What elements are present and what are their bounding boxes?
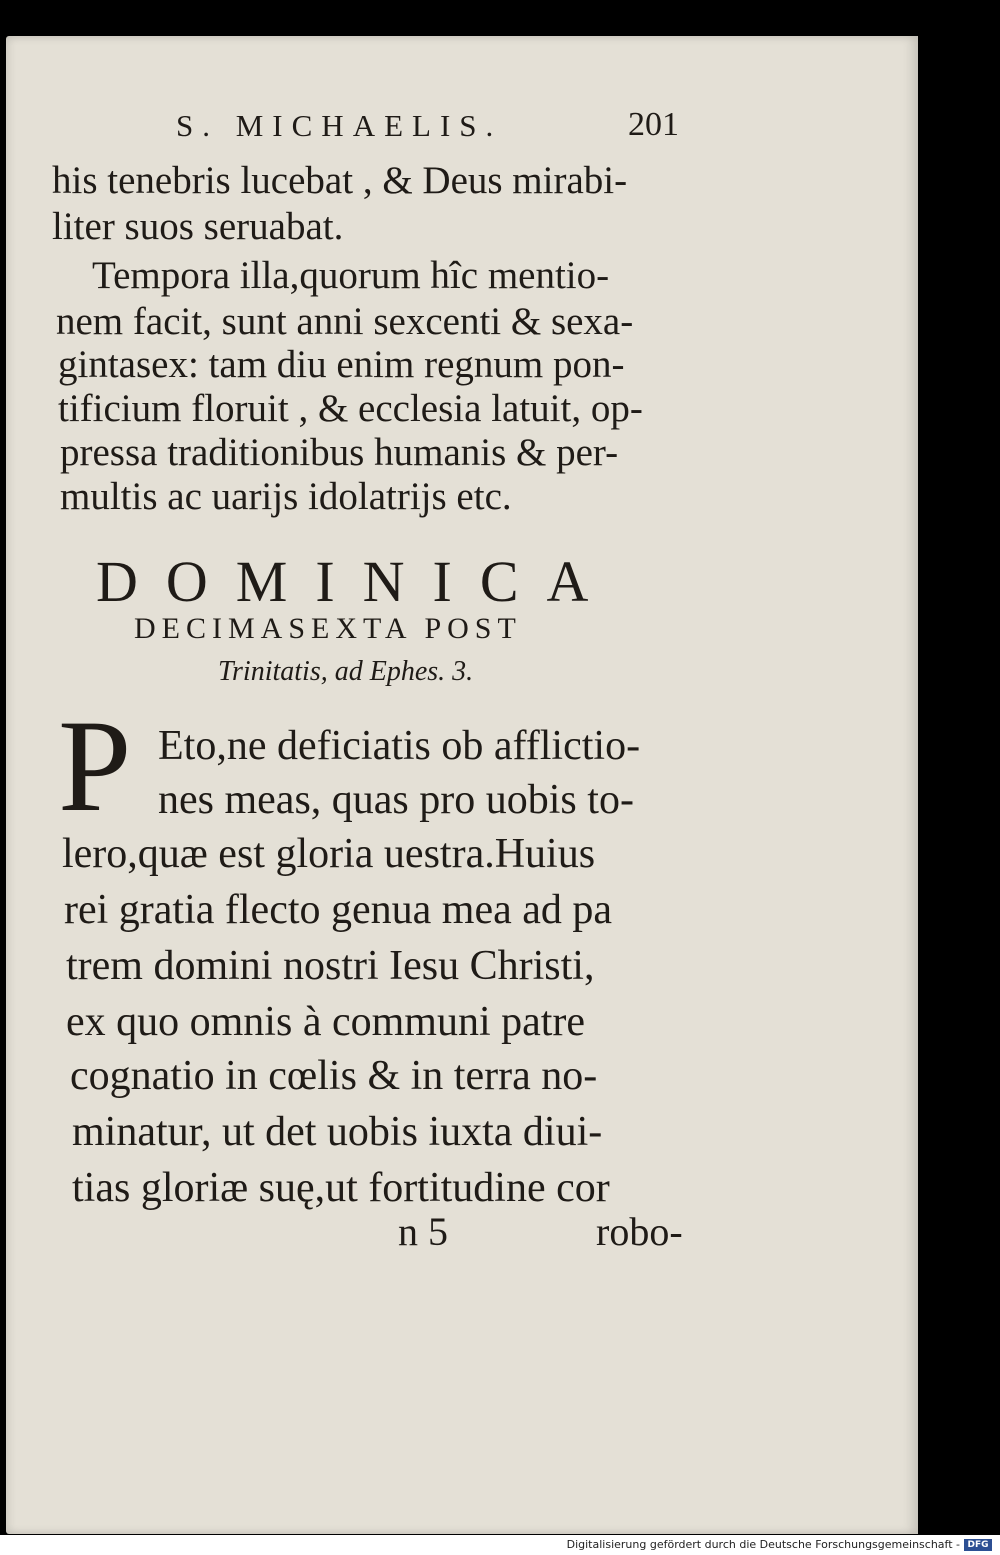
body-line: tificium floruit , & ecclesia latuit, op-: [58, 387, 643, 430]
section-heading-main: DOMINICA: [96, 549, 617, 614]
dfg-logo-icon: DFG: [964, 1539, 992, 1551]
epistle-line: minatur, ut det uobis iuxta diui-: [72, 1109, 603, 1155]
body-line: nem facit, sunt anni sexcenti & sexa-: [56, 300, 634, 343]
signature-mark: n 5: [398, 1209, 448, 1254]
epistle-line: ex quo omnis à communi patre: [66, 999, 586, 1045]
catchword: robo-: [596, 1209, 683, 1254]
body-line: pressa traditionibus humanis & per-: [60, 431, 619, 474]
epistle-line: nes meas, quas pro uobis to-: [158, 777, 634, 823]
epistle-line: cognatio in cœlis & in terra no-: [70, 1053, 598, 1099]
body-line: liter suos seruabat.: [52, 205, 344, 248]
section-heading-sub: DECIMASEXTA POST: [134, 612, 522, 645]
body-line: his tenebris lucebat , & Deus mirabi-: [52, 159, 628, 202]
epistle-line: trem domini nostri Iesu Christi,: [66, 943, 595, 989]
drop-cap: P: [58, 692, 132, 839]
epistle-line: lero,quæ est gloria uestra.Huius: [62, 831, 596, 877]
epistle-line: rei gratia flecto genua mea ad pa: [64, 887, 613, 933]
page-number: 201: [628, 106, 679, 143]
epistle-line: Eto,ne deficiatis ob afflictio-: [158, 723, 641, 769]
body-line: multis ac uarijs idolatrijs etc.: [60, 475, 512, 518]
digitization-credit: Digitalisierung gefördert durch die Deutsche Forschungsgemeinschaft -: [566, 1538, 960, 1551]
body-line: Tempora illa,quorum hîc mentio-: [92, 254, 610, 297]
running-title: S. MICHAELIS.: [176, 108, 503, 143]
section-heading-reference: Trinitatis, ad Ephes. 3.: [218, 656, 474, 687]
epistle-line: tias gloriæ suę,ut fortitudine cor: [72, 1165, 610, 1211]
body-line: gintasex: tam diu enim regnum pon-: [58, 343, 625, 386]
